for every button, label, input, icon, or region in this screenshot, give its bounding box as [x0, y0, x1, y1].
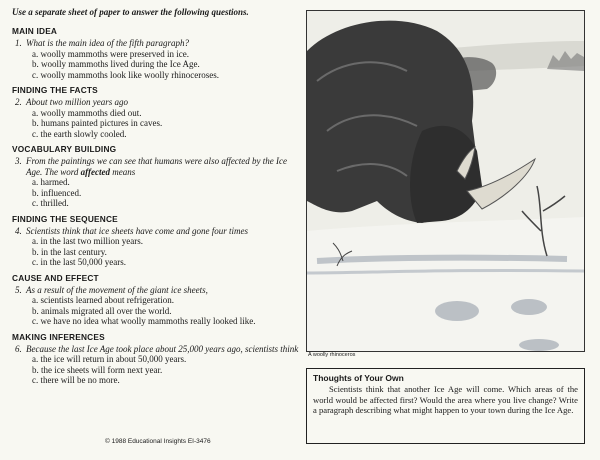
section-finding-facts: [12, 85, 300, 139]
section-heading: VOCABULARY BUILDING: [12, 144, 117, 154]
option-c: c. the earth slowly cooled.: [32, 128, 127, 139]
question-text: About two million years ago: [26, 97, 128, 107]
question-number: 5.: [15, 284, 22, 295]
section-vocabulary: [12, 144, 300, 209]
vocabulary-word: affected: [80, 166, 110, 177]
option-c: c. thrilled.: [32, 198, 69, 208]
section-heading: FINDING THE SEQUENCE: [12, 213, 118, 224]
question-column: [12, 26, 300, 391]
question-text: Because the last Ice Age took place about 25,000 years ago, scientists think: [26, 343, 299, 354]
question-number: 3.: [15, 156, 22, 166]
thoughts-box: [306, 368, 585, 444]
question-number: 4.: [15, 225, 22, 236]
question-text: Scientists think that ice sheets have come and gone four times: [26, 225, 248, 236]
option-a: a. woolly mammoths were preserved in ice.: [32, 48, 189, 59]
instructions: Use a separate sheet of paper to answer the following questions.: [12, 7, 249, 17]
option-a: a. woolly mammoths died out.: [32, 107, 142, 118]
question-text-start: From the paintings we can see that humans were also affected by the Ice Age. The word: [26, 156, 288, 177]
option-b: b. humans painted pictures in caves.: [32, 118, 163, 128]
question-4: [12, 226, 300, 237]
option-c: c. in the last 50,000 years.: [32, 257, 126, 267]
option-b: b. woolly mammoths lived during the Ice Age.: [32, 59, 200, 69]
option-c: c. there will be no more.: [32, 375, 120, 385]
option-b: b. animals migrated all over the world.: [32, 305, 172, 316]
question-1: [12, 38, 300, 49]
thoughts-text: Scientists think that another Ice Age will come. Which areas of the world would be affected first? Would the area where you live change? Write a paragraph describing what might happen to your town during the Ice Age.: [313, 384, 578, 415]
question-text: As a result of the movement of the giant ice sheets,: [26, 284, 208, 295]
option-c: c. woolly mammoths look like woolly rhinoceroses.: [32, 69, 219, 80]
section-heading: MAIN IDEA: [12, 26, 58, 36]
option-b: b. the ice sheets will form next year.: [32, 364, 163, 375]
section-heading: CAUSE AND EFFECT: [12, 272, 99, 283]
section-sequence: [12, 214, 300, 268]
question-number: 6.: [15, 343, 22, 354]
rhinoceros-illustration: [306, 10, 585, 352]
section-cause-effect: [12, 273, 300, 327]
copyright: © 1988 Educational Insights EI-3476: [105, 438, 211, 445]
option-b: b. influenced.: [32, 187, 82, 198]
section-heading: FINDING THE FACTS: [12, 85, 98, 95]
question-5: [12, 285, 300, 296]
option-a: a. the ice will return in about 50,000 years.: [32, 354, 187, 364]
image-caption: A woolly rhinoceros: [308, 352, 356, 358]
question-3: [12, 156, 300, 177]
rhino-drawing: [307, 11, 584, 351]
option-a: a. in the last two million years.: [32, 236, 143, 246]
question-number: 1.: [15, 38, 22, 48]
question-text: What is the main idea of the fifth paragraph?: [26, 38, 189, 48]
question-number: 2.: [15, 97, 22, 107]
section-main-idea: [12, 26, 300, 80]
question-text-end: means: [110, 166, 136, 177]
section-inferences: [12, 332, 300, 386]
question-6: [12, 344, 300, 355]
option-b: b. in the last century.: [32, 246, 107, 257]
option-a: a. harmed.: [32, 177, 70, 187]
section-heading: MAKING INFERENCES: [12, 331, 105, 342]
question-2: [12, 97, 300, 108]
option-a: a. scientists learned about refrigeration.: [32, 295, 174, 305]
thoughts-title: Thoughts of Your Own: [313, 373, 404, 383]
option-c: c. we have no idea what woolly mammoths really looked like.: [32, 316, 256, 326]
